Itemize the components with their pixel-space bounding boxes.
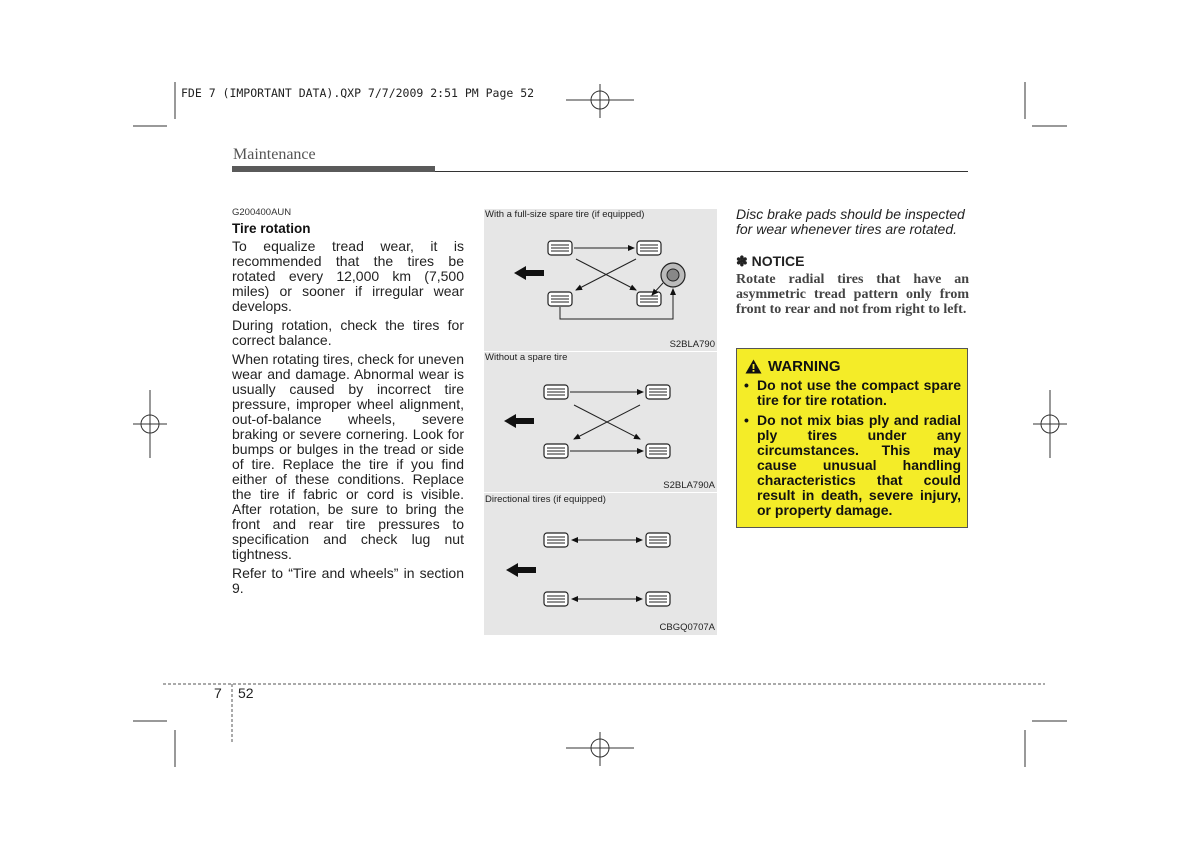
tire-front-left [544,533,568,547]
tire-rear-left [548,292,572,306]
warning-box [736,348,968,528]
registration-mark-left [133,390,167,458]
warning-item-text: Do not mix bias ply and radial ply tires under any circumstances. This may cause unusual handling characteristics that could result in death, severe injury, or property damage. [757,412,961,518]
figure-caption-without-spare: Without a spare tire [485,352,568,363]
tire-rear-left [544,444,568,458]
warning-item [743,378,961,408]
notice-body: Rotate radial tires that have an asymmetric tread pattern only from front to rear and not from right to left. [736,272,969,317]
tire-front-right [646,533,670,547]
tire-rear-left [544,592,568,606]
figure-separator [484,492,717,493]
registration-mark-right [1033,390,1067,458]
tire-rotation-section [232,207,464,600]
figure-code-directional: CBGQ0707A [659,622,715,633]
header-rule [435,171,968,172]
figure-caption-directional: Directional tires (if equipped) [485,494,606,505]
section-title: Maintenance [233,146,316,163]
page-number: 52 [238,685,254,701]
paragraph-wear-check: When rotating tires, check for uneven wear and damage. Abnormal wear is usually caused by incorrect tire pressure, improper wheel alignment, out-of-balance wheels, severe braking or severe cornering. Look for bumps or bulges in the tread or side of tire. Replace the tire if you find either of these conditions. Replace the tire if fabric or cord is visible. After rotation, be sure to bring the front and rear tire pressures to specification and check lug nut tightness. [232,351,464,562]
tire-front-right [646,385,670,399]
direction-arrow-icon [504,414,534,428]
section-heading: Tire rotation [232,221,311,236]
chapter-number: 7 [214,685,222,701]
tire-front-left [544,385,568,399]
rotation-diagrams [484,209,717,635]
warning-title: WARNING [768,358,841,375]
figure-code-without-spare: S2BLA790A [663,480,715,491]
warning-item [743,413,961,518]
right-column [736,207,969,317]
tire-rear-right [646,592,670,606]
warning-list [743,378,961,523]
paragraph-balance: During rotation, check the tires for correct balance. [232,317,464,348]
spare-tire-icon [661,263,685,287]
figure-caption-full-size-spare: With a full-size spare tire (if equipped) [485,209,645,220]
tire-front-left [548,241,572,255]
header-bar [232,166,435,172]
registration-mark-bottom [566,732,634,766]
bullet-icon: • [744,377,749,393]
tire-rear-right [646,444,670,458]
bullet-icon: • [744,412,749,428]
paragraph-rotation-interval: To equalize tread wear, it is recommended that the tires be rotated every 12,000 km (7,500 miles) or sooner if irregular wear develops. [232,238,464,314]
section-code: G200400AUN [232,207,292,218]
paragraph-reference: Refer to “Tire and wheels” in section 9. [232,565,464,596]
diagram-full-size-spare [514,241,685,319]
tire-rotation-figures [484,209,717,635]
warning-item-text: Do not use the compact spare tire for tire rotation. [757,377,961,408]
direction-arrow-icon [514,266,544,280]
tire-front-right [637,241,661,255]
figure-code-full-size-spare: S2BLA790 [669,339,715,350]
print-slug: FDE 7 (IMPORTANT DATA).QXP 7/7/2009 2:51 PM Page 52 [181,86,535,100]
disc-brake-note: Disc brake pads should be inspected for wear whenever tires are rotated. [736,206,965,237]
diagram-without-spare [504,385,670,458]
direction-arrow-icon [506,563,536,577]
notice-title: ✽ NOTICE [736,253,805,269]
warning-triangle-icon [745,359,762,374]
diagram-directional [506,533,670,606]
registration-mark-top [566,84,634,118]
warning-heading [745,358,841,375]
tire-rear-right [637,292,661,306]
